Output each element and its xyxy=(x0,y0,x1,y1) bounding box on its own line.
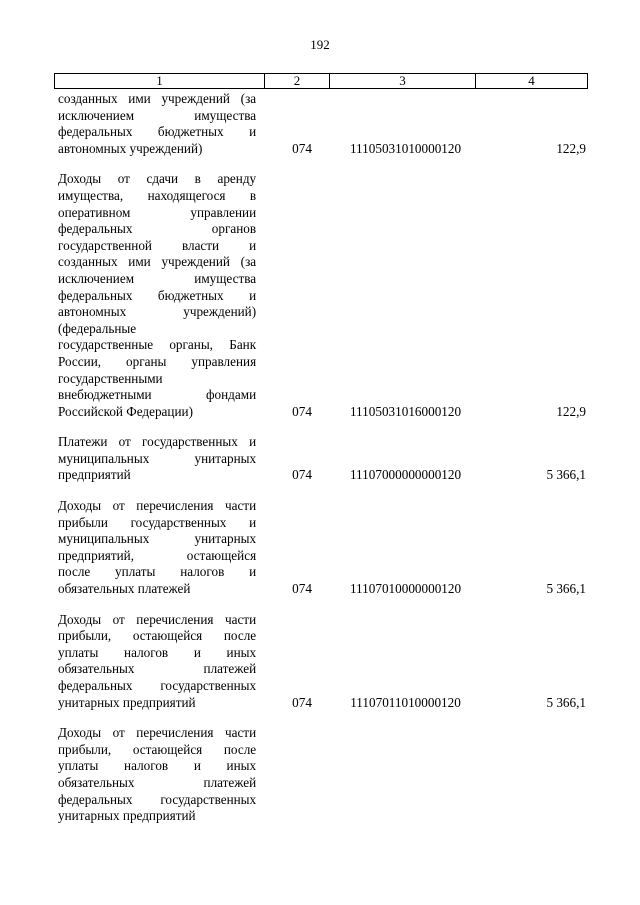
description-line: имущества, находящегося в xyxy=(58,187,257,203)
description-line: обязательных платежей xyxy=(58,581,191,597)
row-admin-code: 074 xyxy=(292,581,312,597)
table-body xyxy=(54,91,588,839)
table-row xyxy=(54,171,588,420)
description-line: прибыли, остающейся после xyxy=(58,741,257,757)
header-col-3: 3 xyxy=(329,73,475,89)
description-line: прибыли государственных и xyxy=(58,514,257,530)
page-number: 192 xyxy=(310,37,330,52)
row-budget-code: 11107011010000120 xyxy=(350,694,461,710)
row-description xyxy=(54,171,260,420)
description-line: уплаты налогов и иных xyxy=(58,644,257,660)
description-line: исключением имущества xyxy=(58,270,257,286)
description-line: внебюджетными фондами xyxy=(58,387,257,403)
description-line: федеральных бюджетных и xyxy=(58,124,257,140)
description-line: федеральных органов xyxy=(58,221,257,237)
description-line: уплаты налогов и иных xyxy=(58,758,257,774)
row-budget-code: 11105031010000120 xyxy=(349,140,462,156)
description-line: муниципальных унитарных xyxy=(58,531,257,547)
description-line: Доходы от перечисления части xyxy=(58,611,257,627)
row-amount: 5 366,1 xyxy=(546,581,586,597)
description-line: федеральных государственных xyxy=(58,678,257,693)
description-line: России, органы управления xyxy=(58,353,257,369)
row-description xyxy=(54,434,260,484)
table-row xyxy=(54,612,588,712)
description-line: Российской Федерации) xyxy=(58,403,193,419)
description-line: предприятий xyxy=(58,467,131,483)
row-admin-code: 074 xyxy=(292,140,312,156)
description-line: обязательных платежей xyxy=(58,661,257,677)
description-line: унитарных предприятий xyxy=(58,694,196,710)
description-line: созданных ими учреждений (за xyxy=(58,91,257,106)
description-line: исключением имущества xyxy=(58,107,257,123)
description-line: (федеральные xyxy=(58,320,137,336)
row-budget-code: 11107000000000120 xyxy=(349,467,462,483)
description-line: федеральных бюджетных и xyxy=(58,287,257,303)
table-row xyxy=(54,434,588,484)
table-row xyxy=(54,91,588,157)
row-admin-code: 074 xyxy=(292,694,312,710)
row-description xyxy=(54,498,260,598)
row-description xyxy=(54,91,260,157)
header-col-2: 2 xyxy=(264,73,329,89)
description-line: прибыли, остающейся после xyxy=(58,628,257,644)
description-line: федеральных государственных xyxy=(58,791,257,807)
description-line: оперативном управлении xyxy=(58,204,257,220)
header-col-1: 1 xyxy=(54,73,264,89)
row-amount: 122,9 xyxy=(556,140,586,156)
row-amount: 5 366,1 xyxy=(546,467,586,483)
row-budget-code: 11107010000000120 xyxy=(349,581,462,597)
table-row xyxy=(54,498,588,598)
description-line: государственными xyxy=(58,370,163,386)
row-amount: 5 366,1 xyxy=(546,694,586,710)
description-line: автономных учреждений) xyxy=(58,140,203,156)
description-line: Доходы от перечисления части xyxy=(58,498,257,514)
description-line: Доходы от сдачи в аренду xyxy=(58,171,257,187)
header-col-4: 4 xyxy=(475,73,588,89)
table-row xyxy=(54,725,588,825)
description-line: предприятий, остающейся xyxy=(58,547,257,563)
row-description xyxy=(54,612,260,712)
description-line: после уплаты налогов и xyxy=(58,564,257,580)
description-line: муниципальных унитарных xyxy=(58,450,257,466)
row-admin-code: 074 xyxy=(292,403,312,419)
description-line: Доходы от перечисления части xyxy=(58,725,257,741)
row-budget-code: 11105031016000120 xyxy=(349,403,462,419)
row-amount: 122,9 xyxy=(556,403,586,419)
table-header xyxy=(54,73,588,89)
row-admin-code: 074 xyxy=(292,467,312,483)
description-line: государственные органы, Банк xyxy=(58,337,257,353)
description-line: автономных учреждений) xyxy=(58,304,257,320)
description-line: созданных ими учреждений (за xyxy=(58,254,257,270)
description-line: унитарных предприятий xyxy=(58,808,196,824)
description-line: государственной власти и xyxy=(58,237,257,253)
description-line: Платежи от государственных и xyxy=(58,434,257,450)
row-description xyxy=(54,725,260,825)
description-line: обязательных платежей xyxy=(58,774,257,790)
